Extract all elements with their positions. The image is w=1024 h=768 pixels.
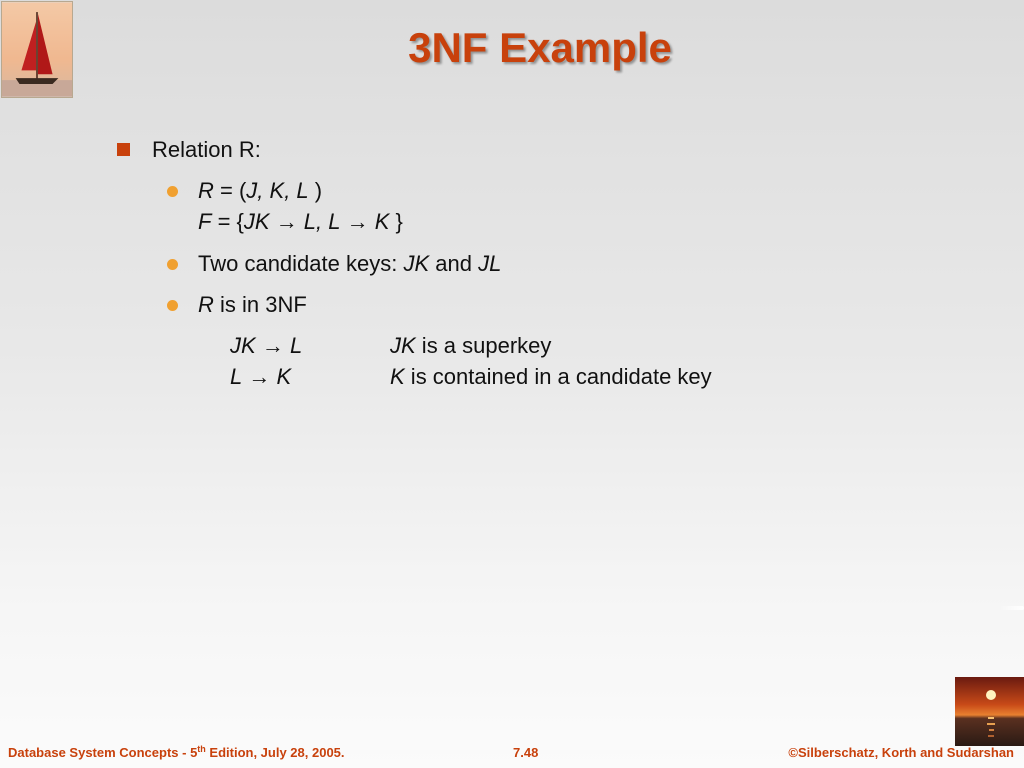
reason-variable: K	[390, 364, 405, 389]
candidate-key-2: JL	[478, 251, 502, 276]
equals-open-paren: = (	[213, 178, 247, 203]
dependency-reason	[390, 364, 712, 390]
dependency-row	[230, 364, 291, 390]
fd2-rhs: K	[368, 209, 390, 234]
close-paren: )	[308, 178, 323, 203]
square-bullet-icon	[117, 143, 130, 156]
dependency-lhs: L	[230, 364, 243, 389]
reason-text: is contained in a candidate key	[404, 364, 712, 389]
and-text: and	[429, 251, 479, 276]
close-brace: }	[389, 209, 403, 234]
in-3nf-text: is in 3NF	[213, 292, 307, 317]
relation-schema	[198, 175, 403, 206]
footer-copyright: ©Silberschatz, Korth and Sudarshan	[788, 745, 1014, 760]
dot-bullet-icon	[167, 300, 178, 311]
fd1-lhs: JK	[243, 209, 270, 234]
in-3nf-line	[198, 289, 307, 320]
footer-book-info	[8, 745, 345, 760]
arrow-icon: →	[346, 209, 369, 234]
relation-heading: Relation R:	[152, 137, 261, 162]
dot-bullet-icon	[167, 186, 178, 197]
dependency-rhs: K	[276, 364, 292, 389]
arrow-icon: →	[275, 209, 298, 234]
equals-open-brace: = {	[211, 209, 244, 234]
relation-name: R	[198, 292, 214, 317]
sunset-image	[955, 677, 1024, 746]
relation-name: R	[198, 178, 214, 203]
fd-set-name: F	[198, 209, 212, 234]
candidate-key-1: JK	[403, 251, 430, 276]
arrow-icon: →	[261, 333, 284, 358]
reason-variable: JK	[390, 333, 416, 358]
decorative-streak	[998, 606, 1024, 610]
fd-set	[198, 206, 403, 237]
slide-title: 3NF Example	[408, 24, 672, 71]
candidate-keys-label: Two candidate keys:	[198, 251, 404, 276]
dot-bullet-icon	[167, 259, 178, 270]
dependency-lhs: JK	[230, 333, 256, 358]
footer-edition-date: Edition, July 28, 2005.	[205, 745, 345, 760]
dependency-row	[230, 333, 302, 359]
fd1-rhs-fd2-lhs: L, L	[297, 209, 341, 234]
dependency-rhs: L	[289, 333, 303, 358]
dependency-reason	[390, 333, 551, 359]
footer-book-title: Database System Concepts - 5	[8, 745, 198, 760]
slide-number: 7.48	[513, 745, 539, 760]
relation-attributes: J, K, L	[246, 178, 309, 203]
relation-definition	[198, 175, 403, 237]
arrow-icon: →	[248, 364, 271, 389]
reason-text: is a superkey	[415, 333, 552, 358]
footer-superscript: th	[197, 744, 206, 754]
candidate-keys-line	[198, 248, 501, 279]
